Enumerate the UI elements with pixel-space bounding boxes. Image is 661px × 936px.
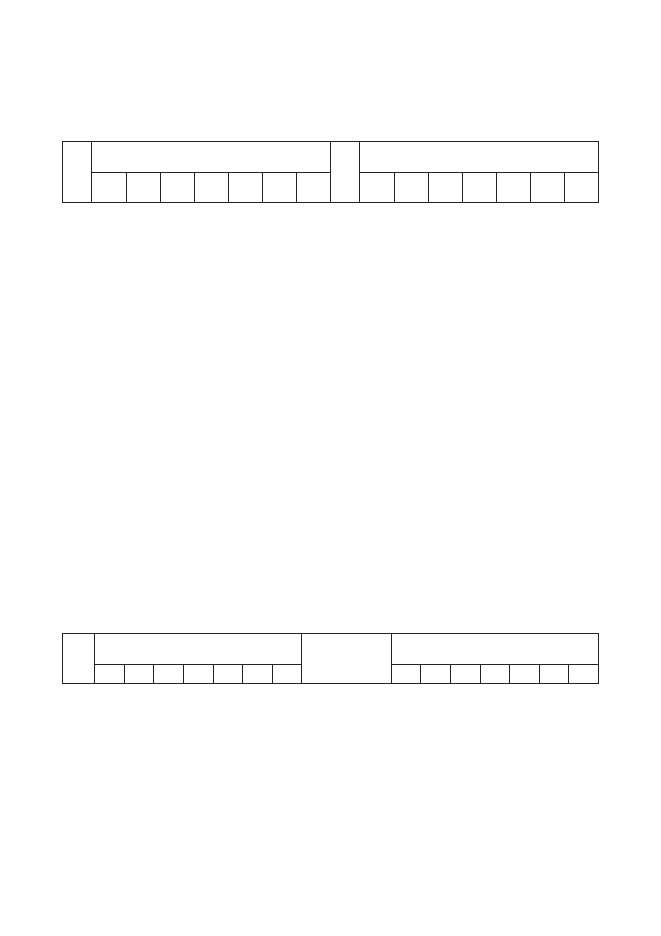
height-header — [228, 173, 262, 203]
width-header-lower — [360, 142, 599, 173]
width-header-signs — [391, 634, 598, 665]
height-header — [262, 173, 296, 203]
upper-letter-header — [63, 142, 92, 203]
height-header — [154, 665, 184, 684]
height-header — [428, 173, 462, 203]
height-header — [421, 665, 451, 684]
height-header — [360, 173, 394, 203]
height-header — [462, 173, 496, 203]
height-header — [296, 173, 330, 203]
height-header — [95, 665, 125, 684]
height-header — [539, 665, 569, 684]
latin-alphabet-table — [62, 141, 599, 203]
digits-punctuation-table — [62, 633, 599, 684]
width-header-digits — [95, 634, 302, 665]
height-header — [184, 665, 214, 684]
height-header — [126, 173, 160, 203]
height-header — [394, 173, 428, 203]
height-header — [160, 173, 194, 203]
height-header — [496, 173, 530, 203]
digit-header — [63, 634, 95, 684]
width-header-upper — [92, 142, 330, 173]
height-header — [480, 665, 510, 684]
height-header — [272, 665, 302, 684]
height-header — [510, 665, 540, 684]
lower-letter-header — [330, 142, 359, 203]
height-header — [194, 173, 228, 203]
height-header — [124, 665, 154, 684]
height-header — [213, 665, 243, 684]
height-header — [450, 665, 480, 684]
height-header — [391, 665, 421, 684]
height-header — [243, 665, 273, 684]
height-header — [530, 173, 564, 203]
sign-header — [302, 634, 391, 684]
height-header — [92, 173, 126, 203]
height-header — [564, 173, 598, 203]
height-header — [569, 665, 599, 684]
